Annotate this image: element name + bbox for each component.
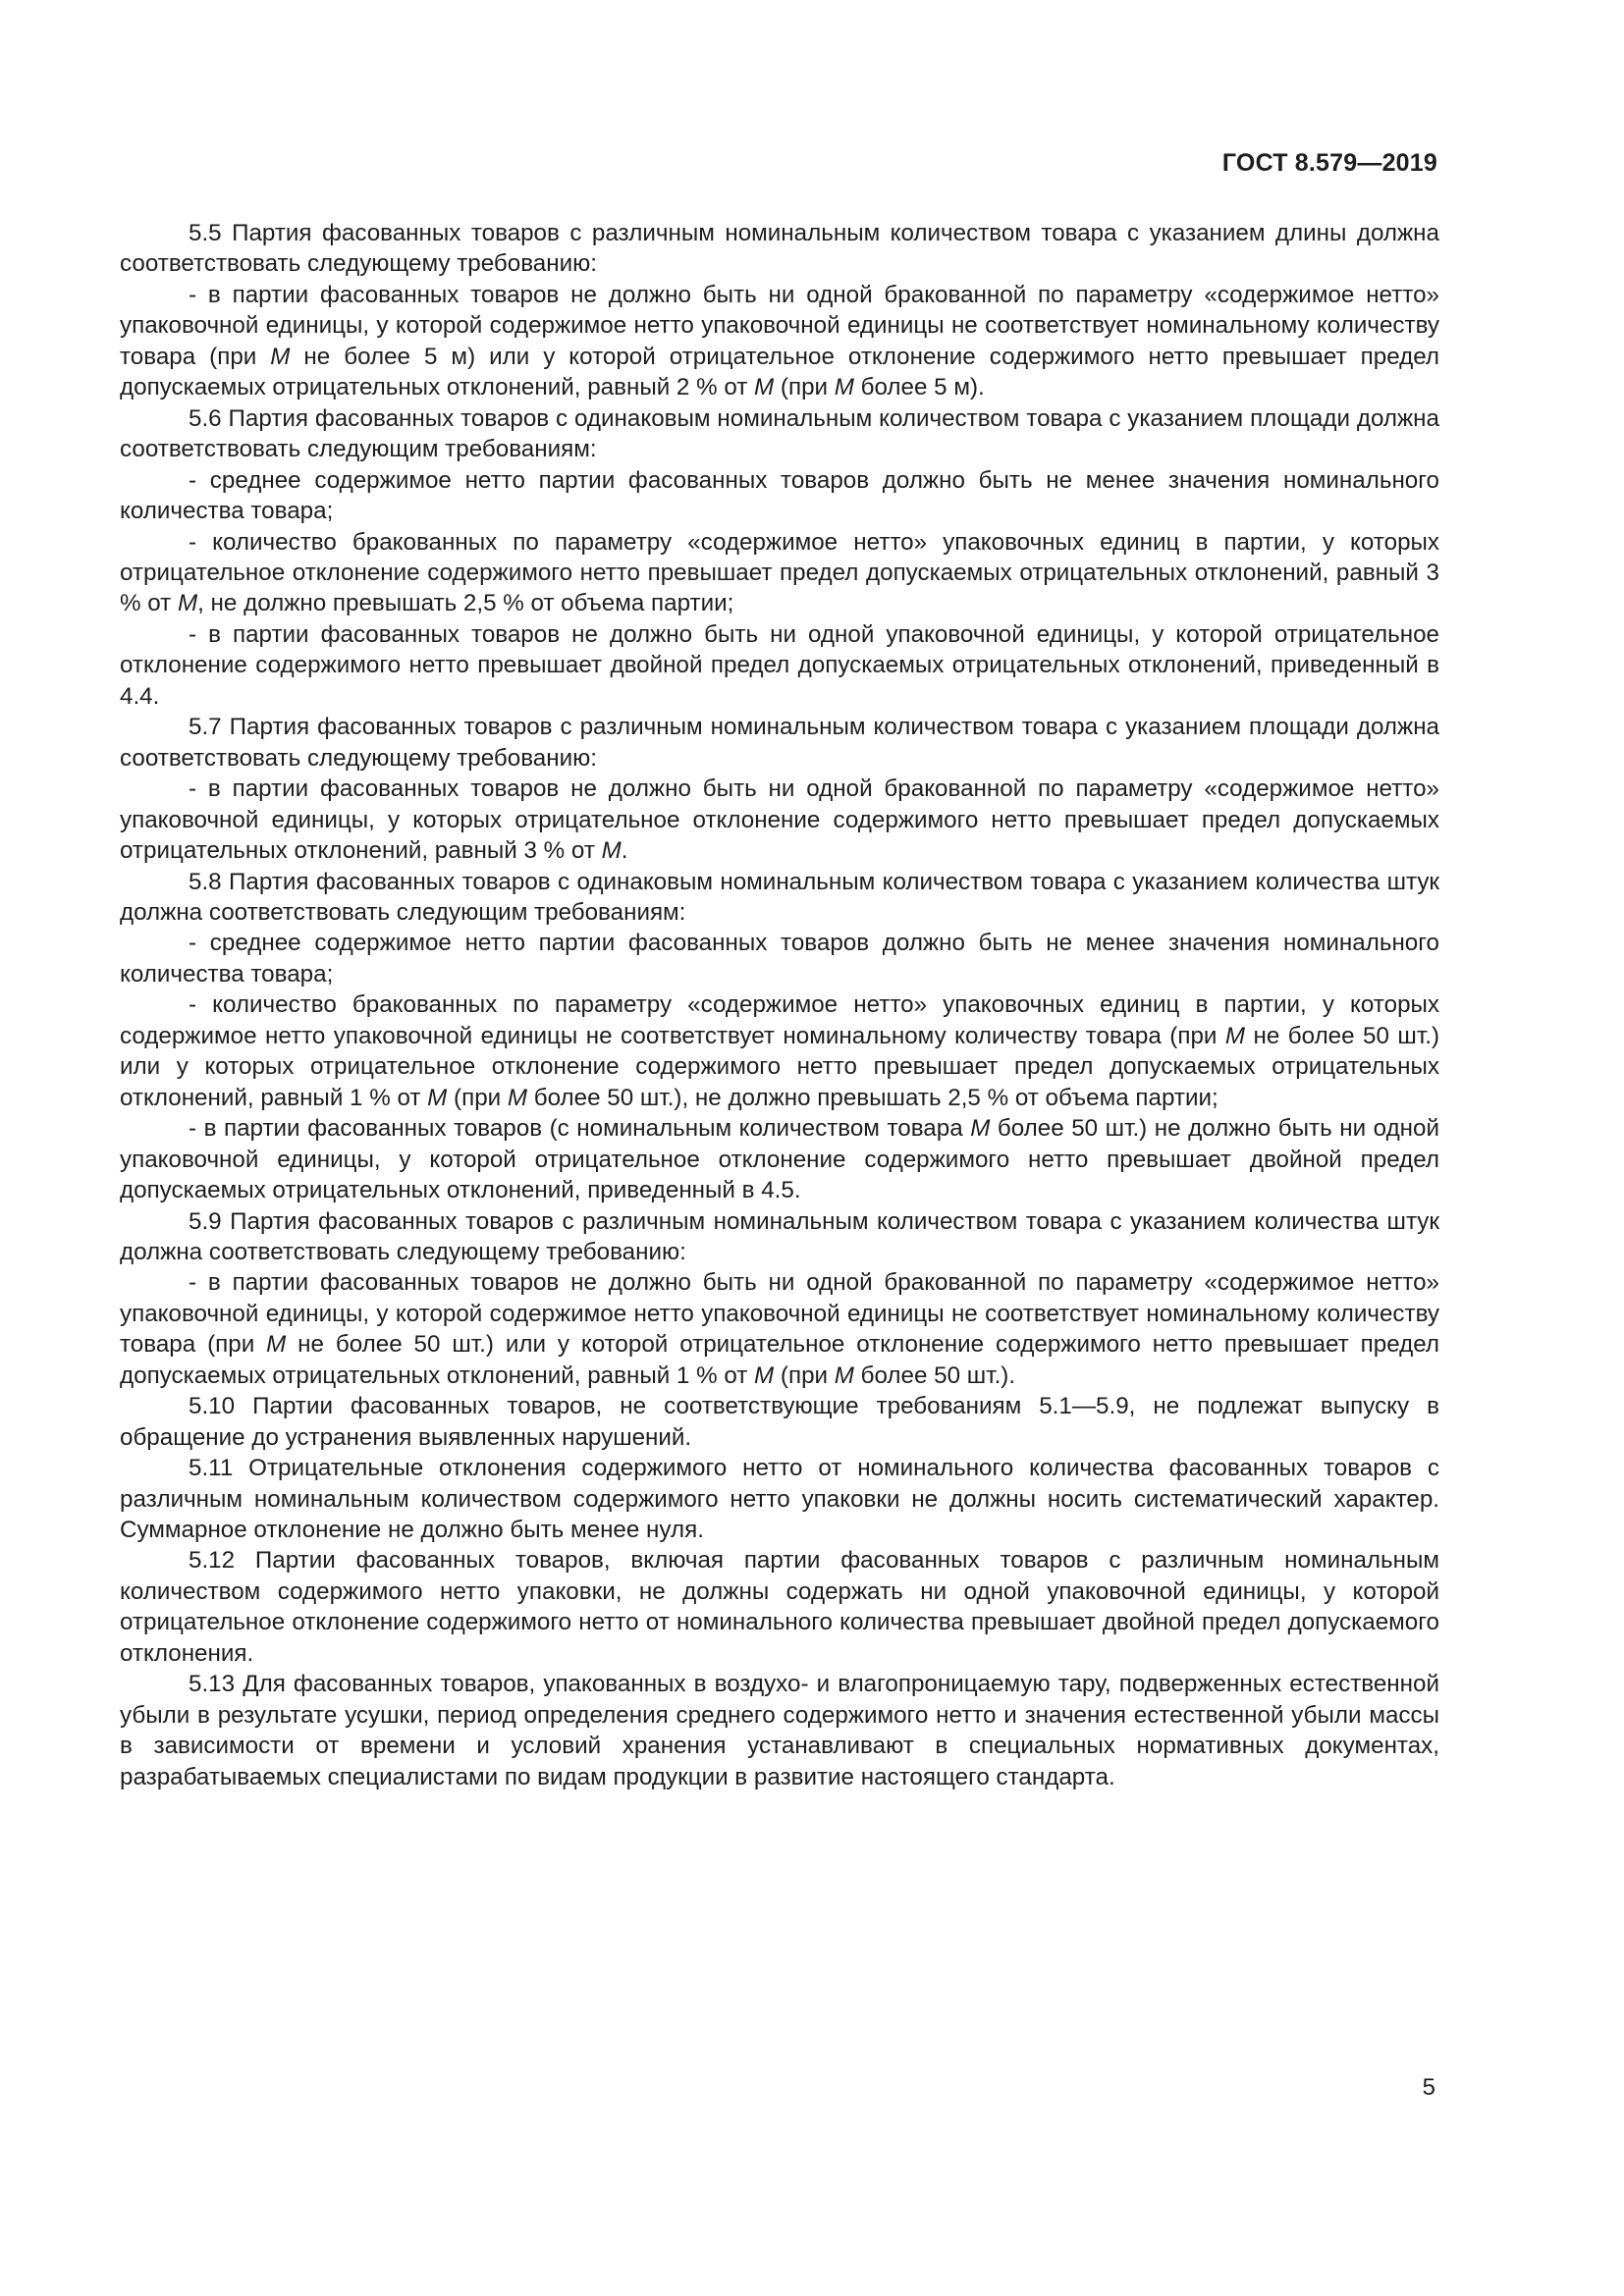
paragraph-5-7-item-1: - в партии фасованных товаров не должно быть ни одной бракованной по параметру «содержимое нетто» упаковочной единицы, у которых отрицательное отклонение содержимого нетто превышает предел допускаемых отрицательных отклонений, равный 3 % от М. <box>120 775 1439 865</box>
paragraph-5-13: 5.13 Для фасованных товаров, упакованных в воздухо- и влагопроницаемую тару, подверженных естественной убыли в результате усушки, период определения среднего содержимого нетто и значения естественной убыли массы в зависимости от времени и условий хранения устанавливают в специальных нормативных документах, разрабатываемых специалистами по видам продукции в развитие настоящего стандарта. <box>120 1671 1439 1790</box>
paragraph-5-9-item-1: - в партии фасованных товаров не должно быть ни одной бракованной по параметру «содержимое нетто» упаковочной единицы, у которой содержимое нетто упаковочной единицы не соответствует номинальному количеству товара (при М не более 50 шт.) или у которой отрицательное отклонение содержимого нетто превышает предел допускаемых отрицательных отклонений, равный 1 % от М (при М более 50 шт.). <box>120 1269 1439 1389</box>
paragraph-5-5-item-1: - в партии фасованных товаров не должно быть ни одной бракованной по параметру «содержимое нетто» упаковочной единицы, у которой содержимое нетто упаковочной единицы не соответствует номинальному количеству товара (при М не более 5 м) или у которой отрицательное отклонение содержимого нетто превышает предел допускаемых отрицательных отклонений, равный 2 % от М (при М более 5 м). <box>120 281 1439 401</box>
paragraph-5-6: 5.6 Партия фасованных товаров с одинаковым номинальным количеством товара с указанием площади должна соответствовать следующим требованиям: <box>120 404 1439 463</box>
paragraph-5-10: 5.10 Партии фасованных товаров, не соответствующие требованиям 5.1—5.9, не подлежат выпуску в обращение до устранения выявленных нарушений. <box>120 1393 1439 1451</box>
document-body <box>120 218 1439 1792</box>
paragraph-5-6-item-2: - количество бракованных по параметру «содержимое нетто» упаковочных единиц в партии, у которых отрицательное отклонение содержимого нетто превышает предел допускаемых отрицательных отклонений, равный 3 % от М, не должно превышать 2,5 % от объема партии; <box>120 528 1439 617</box>
paragraph-5-11: 5.11 Отрицательные отклонения содержимого нетто от номинального количества фасованных товаров с различным номинальным количеством содержимого нетто упаковки не должны носить систематический характер. Суммарное отклонение не должно быть менее нуля. <box>120 1455 1439 1544</box>
paragraph-5-6-item-1: - среднее содержимое нетто партии фасованных товаров должно быть не менее значения номинального количества товара; <box>120 466 1439 525</box>
paragraph-5-8-item-2: - количество бракованных по параметру «содержимое нетто» упаковочных единиц в партии, у которых содержимое нетто упаковочной единицы не соответствует номинальному количеству товара (при М не более 50 шт.) или у которых отрицательное отклонение содержимого нетто превышает предел допускаемых отрицательных отклонений, равный 1 % от М (при М более 50 шт.), не должно превышать 2,5 % от объема партии; <box>120 991 1439 1111</box>
paragraph-5-6-item-3: - в партии фасованных товаров не должно быть ни одной упаковочной единицы, у которой отрицательное отклонение содержимого нетто превышает двойной предел допускаемых отрицательных отклонений, приведенный в 4.4. <box>120 620 1439 710</box>
paragraph-5-9: 5.9 Партия фасованных товаров с различным номинальным количеством товара с указанием количества штук должна соответствовать следующему требованию: <box>120 1207 1439 1265</box>
paragraph-5-8: 5.8 Партия фасованных товаров с одинаковым номинальным количеством товара с указанием количества штук должна соответствовать следующим требованиям: <box>120 868 1439 926</box>
document-code-header: ГОСТ 8.579—2019 <box>1221 149 1437 177</box>
paragraph-5-8-item-3: - в партии фасованных товаров (с номинальным количеством товара М более 50 шт.) не должно быть ни одной упаковочной единицы, у которой отрицательное отклонение содержимого нетто превышает двойной предел допускаемых отрицательных отклонений, приведенный в 4.5. <box>120 1115 1439 1204</box>
paragraph-5-8-item-1: - среднее содержимое нетто партии фасованных товаров должно быть не менее значения номинального количества товара; <box>120 930 1439 988</box>
paragraph-5-12: 5.12 Партии фасованных товаров, включая партии фасованных товаров с различным номинальным количеством содержимого нетто упаковки, не должны содержать ни одной упаковочной единицы, у которой отрицательное отклонение содержимого нетто от номинального количества превышает двойной предел допускаемого отклонения. <box>120 1547 1439 1667</box>
paragraph-5-7: 5.7 Партия фасованных товаров с различным номинальным количеством товара с указанием площади должна соответствовать следующему требованию: <box>120 714 1439 772</box>
page-number: 5 <box>1422 2074 1435 2101</box>
paragraph-5-5: 5.5 Партия фасованных товаров с различным номинальным количеством товара с указанием длины должна соответствовать следующему требованию: <box>120 220 1439 278</box>
